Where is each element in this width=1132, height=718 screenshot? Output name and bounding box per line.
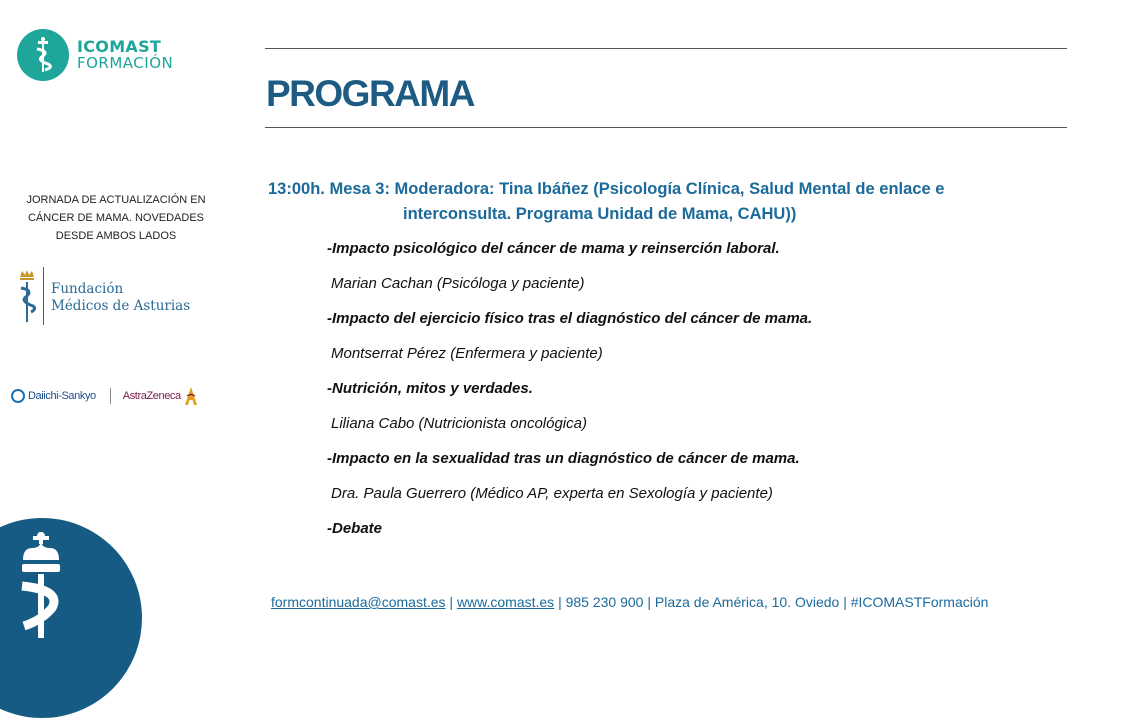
session-header-line-2: interconsulta. Programa Unidad de Mama, CAHU)) bbox=[403, 205, 797, 223]
website-link[interactable]: www.comast.es bbox=[456, 594, 555, 610]
fundacion-logo-text bbox=[51, 281, 190, 315]
daiichi-sankyo-logo: Daiichi-Sankyo bbox=[28, 390, 96, 402]
talk-title: -Impacto psicológico del cáncer de mama y reinserción laboral. bbox=[327, 240, 780, 257]
talk-title: -Debate bbox=[327, 520, 383, 537]
contact-footer bbox=[271, 594, 988, 610]
event-name-line: DESDE AMBOS LADOS bbox=[55, 230, 177, 242]
talk-speaker: Liliana Cabo (Nutricionista oncológica) bbox=[331, 415, 587, 432]
footer-separator: | bbox=[445, 594, 457, 610]
footer-contact-details: | 985 230 900 | Plaza de América, 10. Oviedo | #ICOMASTFormación bbox=[554, 594, 989, 610]
talk-title: -Nutrición, mitos y verdades. bbox=[327, 380, 533, 397]
icomast-logo bbox=[17, 29, 69, 81]
talk-title: -Impacto en la sexualidad tras un diagnóstico de cáncer de mama. bbox=[327, 450, 800, 467]
astrazeneca-logo: AstraZeneca bbox=[122, 390, 181, 402]
crown-staff-icon bbox=[18, 530, 64, 638]
session-header-line-1: 13:00h. Mesa 3: Moderadora: Tina Ibáñez (Psicología Clínica, Salud Mental de enlace e bbox=[268, 180, 945, 198]
talk-title: -Impacto del ejercicio físico tras el diagnóstico del cáncer de mama. bbox=[327, 310, 813, 327]
event-name-line: JORNADA DE ACTUALIZACIÓN EN bbox=[26, 194, 206, 206]
session-header bbox=[268, 177, 1028, 227]
event-name bbox=[10, 191, 222, 245]
logo-line-2: FORMACIÓN bbox=[77, 54, 174, 72]
fundacion-line-1: Fundación bbox=[51, 281, 124, 297]
email-link[interactable]: formcontinuada@comast.es bbox=[271, 594, 446, 610]
program-list bbox=[327, 237, 1027, 552]
staff-of-aesculapius-icon bbox=[28, 35, 58, 75]
top-divider bbox=[265, 48, 1067, 49]
sponsor-divider bbox=[110, 388, 111, 404]
icomast-wordmark bbox=[77, 38, 173, 72]
page-title: PROGRAMA bbox=[266, 73, 474, 114]
astrazeneca-icon bbox=[183, 386, 199, 406]
title-divider bbox=[265, 127, 1067, 128]
talk-speaker: Marian Cachan (Psicóloga y paciente) bbox=[331, 275, 585, 292]
talk-speaker: Montserrat Pérez (Enfermera y paciente) bbox=[331, 345, 603, 362]
fundacion-divider bbox=[43, 267, 44, 325]
daiichi-sankyo-icon bbox=[11, 389, 25, 403]
fundacion-crown-icon bbox=[15, 268, 39, 326]
fundacion-line-2: Médicos de Asturias bbox=[51, 298, 191, 314]
talk-speaker: Dra. Paula Guerrero (Médico AP, experta en Sexología y paciente) bbox=[331, 485, 773, 502]
event-name-line: CÁNCER DE MAMA. NOVEDADES bbox=[27, 212, 205, 224]
sponsor-logos bbox=[11, 381, 199, 411]
logo-line-1: ICOMAST bbox=[77, 37, 162, 56]
